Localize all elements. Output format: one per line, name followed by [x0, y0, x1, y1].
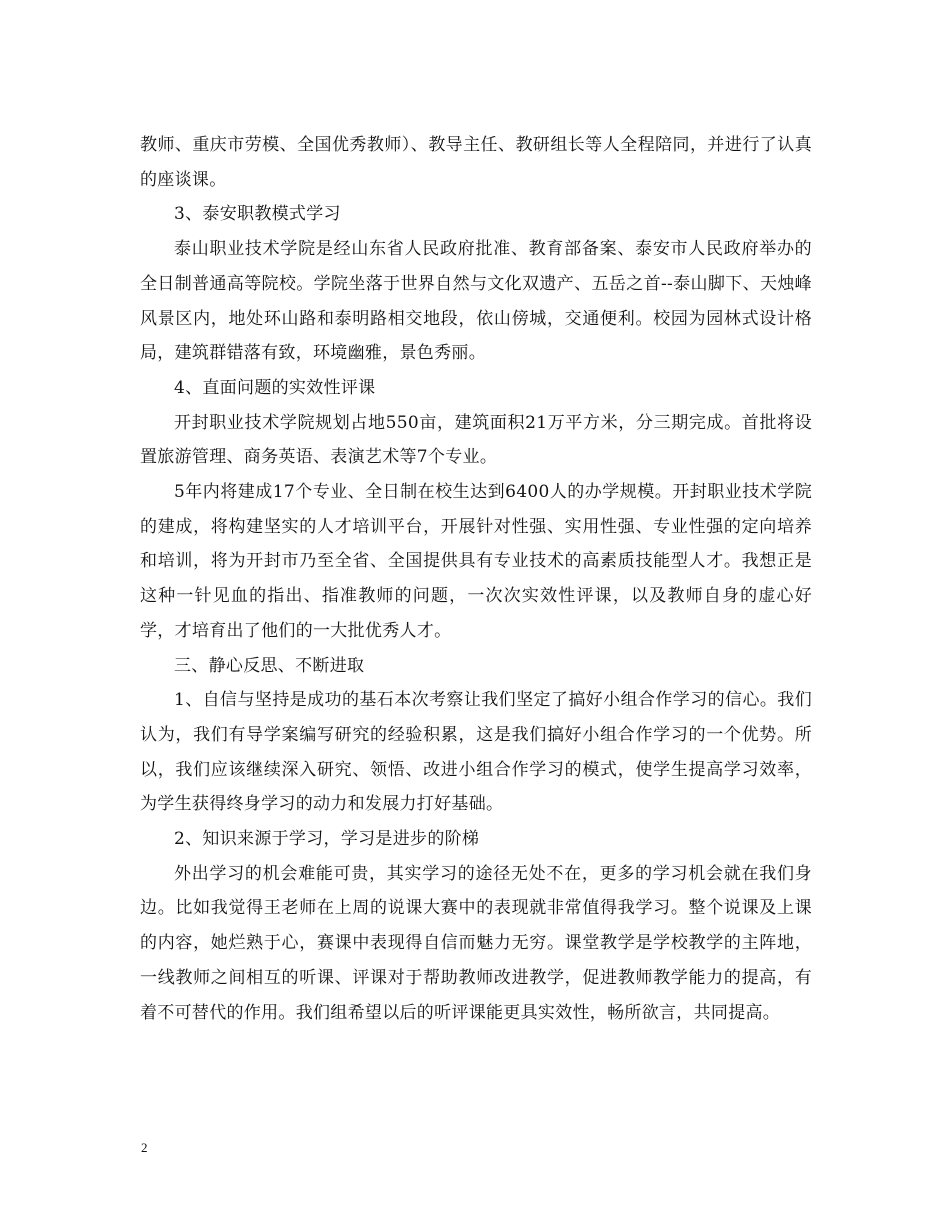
section-heading-4: 4、直面问题的实效性评课 [174, 377, 376, 398]
paragraph-taishan: 泰山职业技术学院是经山东省人民政府批准、教育部备案、泰安市人民政府举办的全日制普通高等院校。学院坐落于世界自然与文化双遗产、五岳之首--泰山脚下、天烛峰风景区内，地处环山路和泰明路相交地段，依山傍城，交通便利。校园为园林式设计格局，建筑群错落有致，环境幽雅，景色秀丽。 [140, 239, 812, 364]
paragraph-confidence: 1、自信与坚持是成功的基石本次考察让我们坚定了搞好小组合作学习的信心。我们认为，我们有导学案编写研究的经验积累，这是我们搞好小组合作学习的一个优势。所以，我们应该继续深入研究、领悟、改进小组合作学习的模式，使学生提高学习效率，为学生获得终身学习的动力和发展力打好基础。 [140, 690, 812, 815]
section-heading-3: 3、泰安职教模式学习 [174, 204, 341, 225]
section-heading-reflection: 三、静心反思、不断进取 [174, 655, 365, 676]
paragraph-1: 教师、重庆市劳模、全国优秀教师）、教导主任、教研组长等人全程陪同，并进行了认真的座谈课。 [140, 135, 812, 190]
section-heading-knowledge: 2、知识来源于学习，学习是进步的阶梯 [174, 829, 480, 850]
document-body [140, 128, 812, 1030]
paragraph-five-years: 5年内将建成17个专业、全日制在校生达到6400人的办学规模。开封职业技术学院的建成，将构建坚实的人才培训平台，开展针对性强、实用性强、专业性强的定向培养和培训，将为开封市乃至全省、全国提供具有专业技术的高素质技能型人才。我想正是这种一针见血的指出、指准教师的问题，一次次实效性评课，以及教师自身的虚心好学，才培育出了他们的一大批优秀人才。 [140, 482, 812, 641]
page-number: 2 [141, 1140, 148, 1155]
paragraph-learning: 外出学习的机会难能可贵，其实学习的途径无处不在，更多的学习机会就在我们身边。比如我觉得王老师在上周的说课大赛中的表现就非常值得我学习。整个说课及上课的内容，她烂熟于心，赛课中表现得自信而魅力无穷。课堂教学是学校教学的主阵地，一线教师之间相互的听课、评课对于帮助教师改进教学，促进教师教学能力的提高，有着不可替代的作用。我们组希望以后的听评课能更具实效性，畅所欲言，共同提高。 [140, 863, 812, 1023]
paragraph-kaifeng: 开封职业技术学院规划占地550亩，建筑面积21万平方米，分三期完成。首批将设置旅游管理、商务英语、表演艺术等7个专业。 [140, 412, 812, 468]
